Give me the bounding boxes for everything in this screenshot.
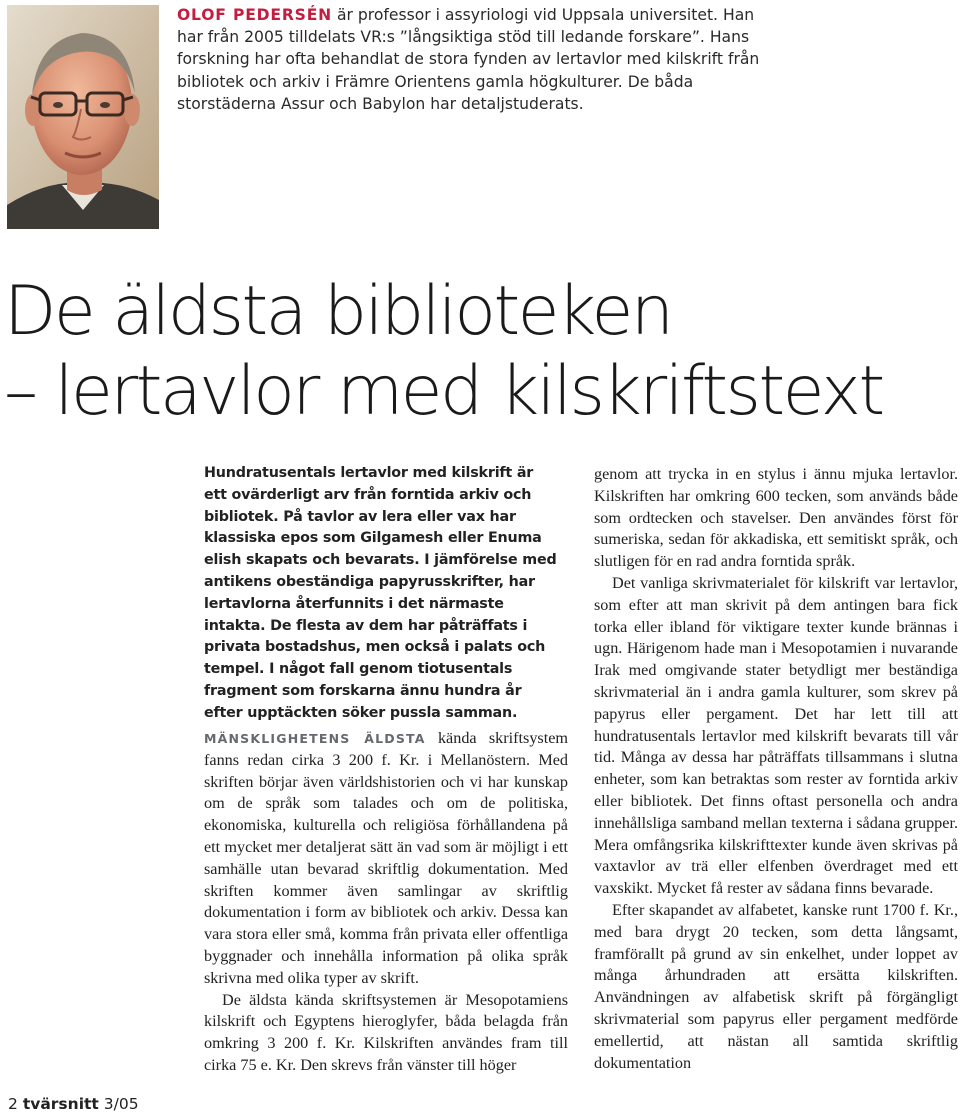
magazine-name: tvärsnitt <box>22 1095 99 1113</box>
issue-number: 3/05 <box>103 1095 139 1113</box>
body-paragraph-text: kända skriftsystem fanns redan cirka 3 200 f. Kr. i Mellanöstern. Med skriften börjar även världshistorien och vi har kunskap om de språk som talades och om de politiska, ekonomiska, kulturella och religiösa förhållandena på ett mycket mer detaljerat sätt än vad som är möjligt i ett samhälle utan bevarad skriftlig dokumentation. Med skriften kommer även samlingar av skriftlig dokumentation i form av bibliotek och arkiv. Dessa kan vara stora eller små, komma från privata eller offentliga byggnader och innehålla information på olika språk skrivna med olika typer av skrift. <box>204 729 568 987</box>
body-paragraph: genom att trycka in en stylus i ännu mjuka lertavlor. Kilskriften har omkring 600 tecken, som används både som ordtecken och stavelser. Den användes först för sumeriska, sedan för akkadiska, ett semitiskt språk, och slutligen för en rad andra forntida språk. <box>594 465 958 571</box>
body-paragraph: Efter skapandet av alfabetet, kanske runt 1700 f. Kr., med bara drygt 20 tecken, som detta långsamt, framförallt på grund av sin enkelhet, under loppet av många århundraden att ersätta kilskriften. Användningen av alfabetisk skrift på förgängligt skrivmaterial som papyrus eller pergament medförde emellertid, att nästan all samtida skriftlig dokumentation <box>594 900 958 1072</box>
body-paragraph: De äldsta kända skriftsystemen är Mesopotamiens kilskrift och Egyptens hieroglyfer, båda belagda från omkring 3 200 f. Kr. Kilskriften användes fram till cirka 75 e. Kr. Den skrevs från vänster till höger <box>204 990 568 1074</box>
portrait-illustration <box>7 5 159 229</box>
body-lead-in: MÄNSKLIGHETENS ÄLDSTA <box>204 731 426 746</box>
page-footer <box>8 1095 139 1113</box>
article-headline <box>4 272 954 432</box>
author-bio-text: är professor i assyriologi vid Uppsala universitet. Han har från 2005 tilldelats VR:s ”långsiktiga stöd till ledande forskare”. Hans forskning har ofta behandlat de stora fynden av lertavlor med kilskrift från bibliotek och arkiv i Främre Orientens gamla högkulturer. De båda storstäderna Assur och Babylon har detaljstuderats. <box>177 6 760 113</box>
author-bio <box>177 4 777 115</box>
page-number: 2 <box>8 1095 18 1113</box>
body-column-middle <box>204 728 568 1077</box>
body-paragraph: Det vanliga skrivmaterialet för kilskrift var lertavlor, som efter att man skrivit på dem antingen bara fick torka eller ibland för viktigare texter kunde brännas i ugn. Härigenom hade man i Mesopotamien i nuvarande Irak med omgivande stater betydligt mer beständiga skrivmaterial än i andra gamla kulturer, som skrev på papyrus eller pergament. Det har lett till att hundratusentals lertavlor med kilskrift bevarats till vår tid. Många av dessa har påträffats tillsammans i slutna enheter, som kan betraktas som rester av forntida arkiv eller bibliotek. Det finns oftast personella och andra innehållsliga samband mellan texterna i sådana grupper. Mera omfångsrika kilskrifttexter kunde även skrivas på vaxtavlor av trä eller elfenben överdraget med ett vaxskikt. Mycket få rester av sådana finns bevarade. <box>594 573 958 898</box>
article-lead: Hundratusentals lertavlor med kilskrift är ett ovärderligt arv från forntida arkiv och bibliotek. På tavlor av lera eller vax har klassiska epos som Gilgamesh eller Enuma elish skapats och bevarats. I jämförelse med antikens obeständiga papyrusskrifter, har lertavlorna återfunnits i det närmaste intakta. De flesta av dem har påträffats i privata bostadshus, men också i palats och tempel. I något fall genom tiotusentals fragment som forskarna ännu hundra år efter upptäckten söker pussla samman. <box>204 465 557 721</box>
body-column-right <box>594 464 958 1074</box>
headline-line-1: De äldsta biblioteken <box>4 272 672 351</box>
body-paragraph <box>204 728 568 990</box>
author-portrait <box>7 5 159 229</box>
headline-line-2: – lertavlor med kilskriftstext <box>4 352 883 431</box>
author-name: OLOF PEDERSÉN <box>177 6 332 24</box>
